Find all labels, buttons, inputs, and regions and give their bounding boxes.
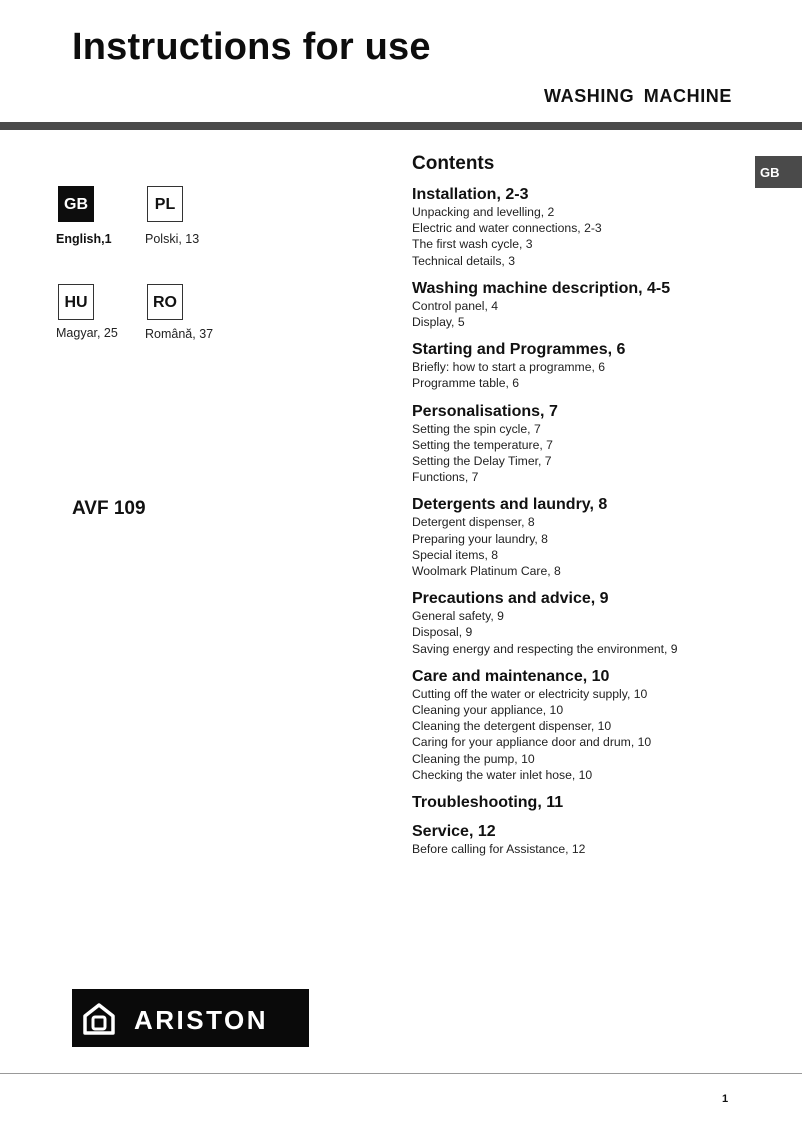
toc-item[interactable]: Electric and water connections, 2-3 xyxy=(412,221,602,236)
toc-section-title[interactable]: Service, 12 xyxy=(412,823,496,841)
toc-section-title[interactable]: Personalisations, 7 xyxy=(412,402,558,420)
toc-item[interactable]: General safety, 9 xyxy=(412,609,504,624)
toc-item[interactable]: Caring for your appliance door and drum, 10 xyxy=(412,735,652,750)
page-number: 1 xyxy=(722,1093,729,1105)
lang-box-hu[interactable]: HU xyxy=(58,284,94,320)
toc-section xyxy=(412,496,752,579)
toc-item[interactable]: Functions, 7 xyxy=(412,470,479,485)
model-number: AVF 109 xyxy=(72,498,146,519)
toc-section xyxy=(412,668,752,783)
toc-section xyxy=(412,590,752,657)
toc-item[interactable]: Woolmark Platinum Care, 8 xyxy=(412,564,561,579)
toc-section xyxy=(412,403,752,486)
toc-item[interactable]: Unpacking and levelling, 2 xyxy=(412,205,555,219)
toc-section xyxy=(412,341,752,391)
toc-section-title[interactable]: Troubleshooting, 11 xyxy=(412,794,564,812)
toc-item[interactable]: The first wash cycle, 3 xyxy=(412,237,533,252)
toc-item[interactable]: Setting the spin cycle, 7 xyxy=(412,421,541,436)
lang-caption-pl: Polski, 13 xyxy=(145,232,200,246)
toc-item[interactable]: Setting the Delay Timer, 7 xyxy=(412,454,552,469)
toc-item[interactable]: Cutting off the water or electricity supply, 10 xyxy=(412,686,648,701)
toc-section xyxy=(412,794,752,812)
brand-logo xyxy=(72,989,309,1047)
logo-wordmark: ARISTON xyxy=(134,1005,269,1035)
toc-item[interactable]: Technical details, 3 xyxy=(412,253,515,268)
toc-item[interactable]: Display, 5 xyxy=(412,315,465,330)
toc-item[interactable]: Detergent dispenser, 8 xyxy=(412,515,535,530)
toc-item[interactable]: Preparing your laundry, 8 xyxy=(412,531,548,546)
lang-caption-hu: Magyar, 25 xyxy=(56,326,118,340)
lang-caption-ro: Română, 37 xyxy=(145,327,214,341)
lang-box-ro[interactable]: RO xyxy=(147,284,183,320)
toc-item[interactable]: Before calling for Assistance, 12 xyxy=(412,842,586,857)
lang-box-pl[interactable]: PL xyxy=(147,186,183,222)
page-subtitle: WASHING MACHINE xyxy=(544,86,732,106)
toc-item[interactable]: Control panel, 4 xyxy=(412,298,499,313)
contents-title: Contents xyxy=(412,153,495,174)
table-of-contents xyxy=(412,152,752,868)
toc-item[interactable]: Programme table, 6 xyxy=(412,376,520,391)
language-side-tab: GB xyxy=(755,156,802,188)
toc-item[interactable]: Cleaning the pump, 10 xyxy=(412,751,535,766)
toc-item[interactable]: Briefly: how to start a programme, 6 xyxy=(412,360,606,375)
toc-section-title[interactable]: Care and maintenance, 10 xyxy=(412,667,610,685)
lang-caption-gb: English,1 xyxy=(56,232,112,246)
toc-item[interactable]: Checking the water inlet hose, 10 xyxy=(412,767,593,782)
toc-section xyxy=(412,280,752,330)
toc-section xyxy=(412,823,752,857)
toc-section-title[interactable]: Starting and Programmes, 6 xyxy=(412,341,626,359)
lang-box-gb[interactable]: GB xyxy=(58,186,94,222)
toc-item[interactable]: Disposal, 9 xyxy=(412,625,473,640)
header-divider xyxy=(0,122,802,130)
footer-divider xyxy=(0,1073,802,1074)
toc-section-title[interactable]: Detergents and laundry, 8 xyxy=(412,496,608,514)
toc-section-title[interactable]: Precautions and advice, 9 xyxy=(412,590,609,608)
toc-item[interactable]: Cleaning your appliance, 10 xyxy=(412,703,564,718)
toc-section-title[interactable]: Installation, 2-3 xyxy=(412,186,529,203)
toc-item[interactable]: Setting the temperature, 7 xyxy=(412,437,553,452)
toc-item[interactable]: Cleaning the detergent dispenser, 10 xyxy=(412,719,612,734)
toc-section xyxy=(412,186,752,269)
house-icon xyxy=(82,1002,116,1036)
toc-item[interactable]: Saving energy and respecting the environment, 9 xyxy=(412,641,678,656)
page-title: Instructions for use xyxy=(72,26,431,68)
toc-item[interactable]: Special items, 8 xyxy=(412,547,499,562)
toc-section-title[interactable]: Washing machine description, 4-5 xyxy=(412,279,671,297)
